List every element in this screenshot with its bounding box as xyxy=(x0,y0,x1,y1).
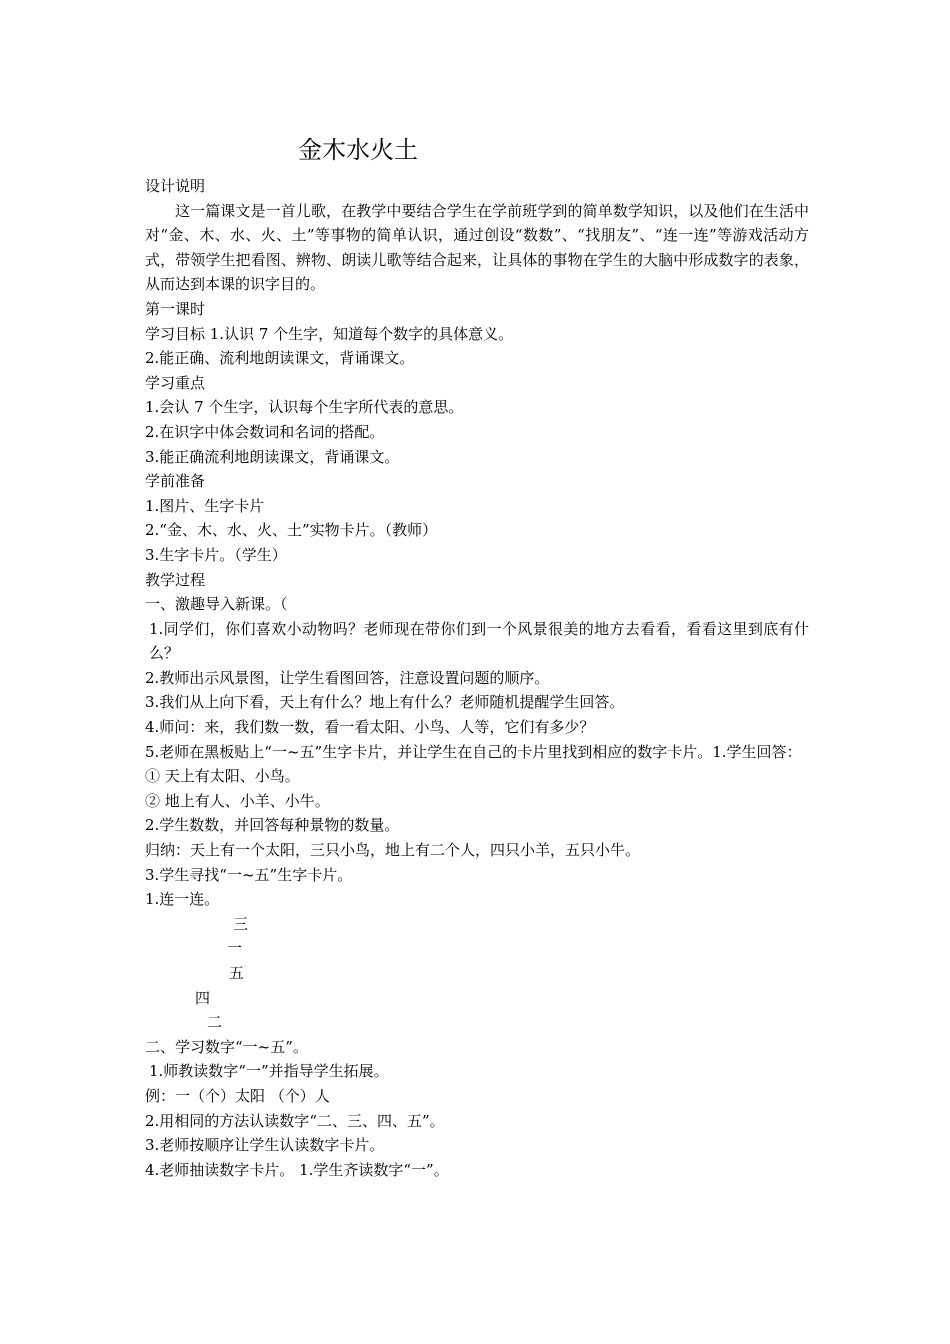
text-line: 3.我们从上向下看，天上有什么？地上有什么？老师随机提醒学生回答。 xyxy=(145,693,625,712)
text-line: 2.能正确、流利地朗读课文，背诵课文。 xyxy=(145,349,415,368)
numeral-item: 二 xyxy=(207,1013,223,1032)
text-line: ① 天上有太阳、小鸟。 xyxy=(145,767,300,786)
text-line: 一、激趣导入新课。（ xyxy=(145,595,288,614)
text-line: 3.生字卡片。（学生） xyxy=(145,545,287,564)
text-line: 1.图片、生字卡片 xyxy=(145,496,265,515)
text-line: 3.老师按顺序让学生认读数字卡片。 xyxy=(145,1136,385,1155)
text-line: 归纳：天上有一个太阳，三只小鸟，地上有二个人，四只小羊，五只小牛。 xyxy=(145,841,641,860)
numeral-item: 三 xyxy=(233,914,249,933)
text-line: 例：一（个）太阳 （个）人 xyxy=(145,1086,330,1105)
text-line: 4.师问：来，我们数一数，看一看太阳、小鸟、人等，它们有多少？ xyxy=(145,718,595,737)
section-heading: 二、学习数字“一~五”。 xyxy=(145,1037,308,1056)
text-line: 1.连一连。 xyxy=(145,890,220,909)
text-line: 1.师教读数字“一”并指导学生拓展。 xyxy=(149,1062,389,1081)
section-heading: 教学过程 xyxy=(145,570,206,589)
text-line: 3.学生寻找“一~五”生字卡片。 xyxy=(145,865,353,884)
text-line: 2.教师出示风景图，让学生看图回答，注意设置问题的顺序。 xyxy=(145,668,550,687)
document-title: 金木水火土 xyxy=(298,136,418,164)
numeral-item: 一 xyxy=(227,939,243,958)
text-line: 1.同学们，你们喜欢小动物吗？老师现在带你们到一个风景很美的地方去看看，看看这里到底有什么？ xyxy=(149,619,809,663)
section-heading: 设计说明 xyxy=(145,177,206,195)
text-line: 2.在识字中体会数词和名词的搭配。 xyxy=(145,422,385,441)
section-heading: 第一课时 xyxy=(145,299,206,318)
text-line: 1.会认 7 个生字，认识每个生字所代表的意思。 xyxy=(145,398,464,417)
text-line: 2.学生数数，并回答每种景物的数量。 xyxy=(145,816,400,835)
text-line: 2.用相同的方法认读数字“二、三、四、五”。 xyxy=(145,1111,445,1130)
design-paragraph: 这一篇课文是一首儿歌，在教学中要结合学生在学前班学到的简单数学知识，以及他们在生活中对“金、木、水、火、土”等事物的简单认识，通过创设“数数”、“找朋友”、“连一连”等游戏活动方式，带领学生把看图、辨物、朗读儿歌等结合起来，让具体的事物在学生的大脑中形成数字的表象，从而达到本课的识字目的。 xyxy=(145,201,809,294)
text-line: 3.能正确流利地朗读课文，背诵课文。 xyxy=(145,447,400,466)
text-line: 4.老师抽读数字卡片。 1.学生齐读数字“一”。 xyxy=(145,1160,449,1179)
section-heading: 学习重点 xyxy=(145,373,206,392)
numeral-item: 四 xyxy=(195,988,211,1007)
text-line: 5.老师在黑板贴上“一~五”生字卡片，并让学生在自己的卡片里找到相应的数字卡片。1.学生回答： xyxy=(145,742,802,761)
text-line: 2.“金、木、水、火、土”实物卡片。（教师） xyxy=(145,521,438,540)
document-body xyxy=(145,174,809,1182)
text-line: ② 地上有人、小羊、小牛。 xyxy=(145,791,330,810)
text-line: 学习目标 1.认识 7 个生字，知道每个数字的具体意义。 xyxy=(145,324,514,343)
numeral-item: 五 xyxy=(229,964,245,982)
section-heading: 学前准备 xyxy=(145,472,206,491)
